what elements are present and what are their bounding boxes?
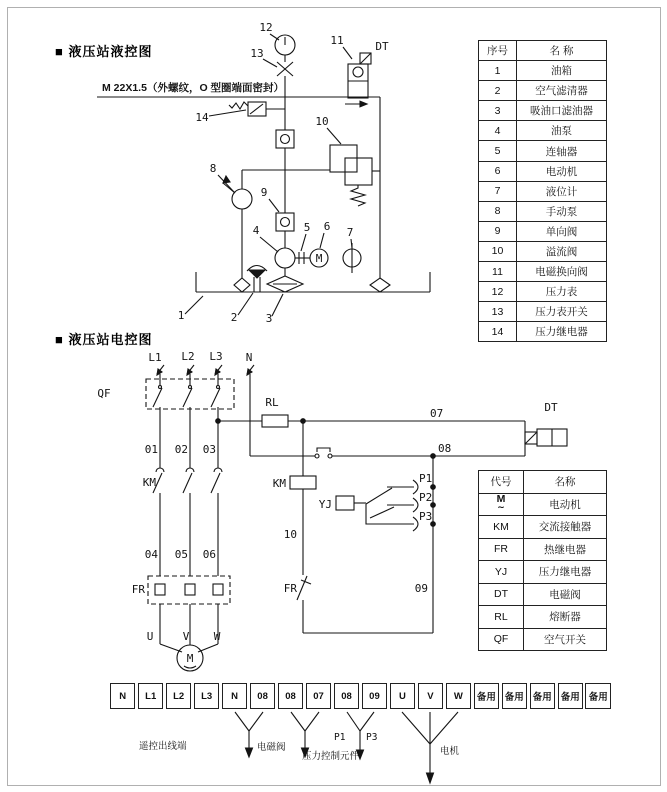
legend-name: 压力继电器: [524, 561, 607, 584]
terminal-cell: 09: [362, 683, 387, 709]
part-name: 连轴器: [517, 141, 607, 161]
fr-nc-contact-symbol: [297, 576, 311, 633]
terminal-cell: 备用: [530, 683, 555, 709]
terminal-label-motor: 电机: [440, 746, 460, 757]
legend-col-code: 代号: [479, 471, 524, 494]
legend-name: 交流接触器: [524, 516, 607, 539]
label-9: 9: [260, 186, 268, 199]
label-yj: YJ: [318, 498, 332, 511]
legend-code: KM: [479, 516, 524, 539]
legend-table-row: [479, 493, 607, 516]
part-name: 手动泵: [517, 201, 607, 221]
terminal-label-outlet: 遥控出线端: [139, 741, 187, 752]
parts-table-row: [479, 241, 607, 261]
electric-section-title: ■ 液压站电控图: [55, 332, 153, 347]
label-p2: P2: [419, 491, 433, 504]
terminal-cell: V: [418, 683, 443, 709]
fr-box: [148, 576, 230, 604]
label-l3: L3: [209, 350, 223, 363]
label-11: 11: [330, 34, 344, 47]
part-number: 4: [479, 121, 517, 141]
oil-tank-symbol: [196, 272, 430, 292]
terminal-cell: 08: [278, 683, 303, 709]
parts-table-row: [479, 322, 607, 342]
legend-code: QF: [479, 628, 524, 651]
check-valve-upper-symbol: [276, 130, 294, 213]
label-2: 2: [230, 311, 238, 324]
label-13: 13: [250, 47, 264, 60]
label-w04: 04: [144, 548, 158, 561]
legend-table: [478, 470, 607, 651]
label-km-main: KM: [142, 476, 156, 489]
terminal-cell: 备用: [474, 683, 499, 709]
legend-name: 热继电器: [524, 538, 607, 561]
parts-table-row: [479, 161, 607, 181]
part-number: 8: [479, 201, 517, 221]
label-p1: P1: [419, 472, 433, 485]
parts-table-row: [479, 201, 607, 221]
legend-code: DT: [479, 583, 524, 606]
parts-table-row: [479, 262, 607, 282]
legend-code: FR: [479, 538, 524, 561]
label-14: 14: [195, 111, 209, 124]
label-3: 3: [265, 312, 273, 325]
label-fr-aux: FR: [283, 582, 297, 595]
parts-table-row: [479, 181, 607, 201]
label-rl: RL: [265, 396, 279, 409]
label-km-coil: KM: [272, 477, 286, 490]
part-name: 液位计: [517, 181, 607, 201]
part-name: 电磁换向阀: [517, 262, 607, 282]
motor-symbol-icon: M ∼: [497, 496, 506, 510]
terminal-label-solenoid: 电磁阀: [257, 742, 286, 753]
supply-arrows: [157, 365, 254, 375]
label-l1: L1: [148, 351, 162, 364]
part-name: 油泵: [517, 121, 607, 141]
part-number: 6: [479, 161, 517, 181]
terminal-cell: 08: [334, 683, 359, 709]
legend-table-row: [479, 516, 607, 539]
label-dt-hydraulic: DT: [375, 40, 389, 53]
parts-col-no: 序号: [479, 41, 517, 61]
part-name: 单向阀: [517, 221, 607, 241]
label-w03: 03: [202, 443, 216, 456]
yj-box-symbol: [336, 496, 354, 510]
terminal-cell: N: [110, 683, 135, 709]
terminal-label-p3: P3: [366, 732, 378, 743]
parts-table-row: [479, 141, 607, 161]
label-w07: 07: [430, 407, 444, 420]
drain-filter-right: [370, 278, 390, 292]
label-n: N: [245, 351, 253, 364]
legend-name: 电磁阀: [524, 583, 607, 606]
label-dt-electric: DT: [544, 401, 558, 414]
part-name: 溢流阀: [517, 241, 607, 261]
part-name: 吸油口滤油器: [517, 101, 607, 121]
pressure-gauge-symbol: [275, 35, 295, 55]
part-number: 1: [479, 61, 517, 81]
label-w08: 08: [438, 442, 452, 455]
hand-pump-symbol: [223, 170, 252, 278]
label-l2: L2: [181, 350, 195, 363]
yj-contacts: [354, 480, 418, 531]
label-p3: P3: [419, 510, 433, 523]
label-1: 1: [177, 309, 185, 322]
terminal-cell: 08: [250, 683, 275, 709]
parts-table-row: [479, 61, 607, 81]
part-number: 9: [479, 221, 517, 241]
terminal-cell: L1: [138, 683, 163, 709]
part-name: 压力表: [517, 282, 607, 302]
legend-table-row: [479, 538, 607, 561]
terminal-label-pressure: 压力控制元件: [302, 751, 360, 762]
label-10: 10: [315, 115, 329, 128]
terminal-label-p1: P1: [334, 732, 346, 743]
terminal-cell: L2: [166, 683, 191, 709]
label-8: 8: [209, 162, 217, 175]
terminal-cell: 07: [306, 683, 331, 709]
hydraulic-section-title: ■ 液压站液控图: [55, 44, 153, 59]
part-number: 12: [479, 282, 517, 302]
motor-m-glyph-electric: M: [186, 652, 194, 665]
legend-col-name: 名称: [524, 471, 607, 494]
parts-table-row: [479, 101, 607, 121]
solenoid-valve-symbol: [345, 53, 371, 107]
part-name: 电动机: [517, 161, 607, 181]
thread-note: M 22X1.5（外螺纹，O 型圈端面密封）: [102, 82, 285, 94]
label-v: V: [182, 630, 190, 643]
legend-name: 熔断器: [524, 606, 607, 629]
part-number: 14: [479, 322, 517, 342]
label-fr-main: FR: [131, 583, 145, 596]
terminal-strip: [110, 683, 611, 709]
label-qf: QF: [97, 387, 111, 400]
legend-table-row: [479, 628, 607, 651]
dt-solenoid-symbol: [525, 421, 567, 456]
parts-table-row: [479, 121, 607, 141]
terminal-cell: 备用: [585, 683, 610, 709]
label-w06: 06: [202, 548, 216, 561]
part-name: 压力表开关: [517, 302, 607, 322]
parts-table-row: [479, 302, 607, 322]
label-4: 4: [252, 224, 260, 237]
check-valve-symbol: [276, 213, 294, 248]
part-number: 5: [479, 141, 517, 161]
terminal-cell: L3: [194, 683, 219, 709]
part-name: 空气滤清器: [517, 81, 607, 101]
part-name: 油箱: [517, 61, 607, 81]
pressure-relay-symbol: [229, 102, 285, 116]
legend-table-row: [479, 561, 607, 584]
suction-filter-symbol: [267, 276, 303, 292]
part-number: 3: [479, 101, 517, 121]
label-w05: 05: [174, 548, 188, 561]
terminal-cell: W: [446, 683, 471, 709]
label-w02: 02: [174, 443, 188, 456]
legend-code: YJ: [479, 561, 524, 584]
label-7: 7: [346, 226, 354, 239]
terminal-cell: U: [390, 683, 415, 709]
parts-col-name: 名 称: [517, 41, 607, 61]
label-6: 6: [323, 220, 331, 233]
legend-name: 空气开关: [524, 628, 607, 651]
terminal-cell: 备用: [558, 683, 583, 709]
parts-table: [478, 40, 607, 342]
hydraulic-diagram: [97, 21, 430, 325]
part-number: 7: [479, 181, 517, 201]
rl-fuse-symbol: [262, 415, 288, 427]
part-name: 压力继电器: [517, 322, 607, 342]
relief-valve-symbol: [330, 145, 380, 206]
parts-table-row: [479, 221, 607, 241]
part-number: 13: [479, 302, 517, 322]
oil-pump-symbol: [275, 248, 295, 276]
terminal-cell: N: [222, 683, 247, 709]
aux-contact-symbol: [315, 448, 332, 458]
label-w01: 01: [144, 443, 158, 456]
label-12: 12: [259, 21, 273, 34]
terminal-cell: 备用: [502, 683, 527, 709]
legend-name: 电动机: [524, 493, 607, 516]
legend-table-header: [479, 471, 607, 494]
drain-filter-left: [234, 278, 250, 292]
coupling-symbol: [295, 252, 310, 264]
km-coil-symbol: [290, 476, 316, 489]
parts-table-header: [479, 41, 607, 61]
legend-table-row: [479, 583, 607, 606]
label-5: 5: [303, 221, 311, 234]
air-filter-symbol: [247, 266, 267, 293]
legend-code: [479, 493, 524, 516]
label-w10: 10: [283, 528, 297, 541]
label-w09: 09: [414, 582, 428, 595]
label-w: W: [213, 630, 221, 643]
legend-table-row: [479, 606, 607, 629]
label-u: U: [146, 630, 154, 643]
part-number: 11: [479, 262, 517, 282]
part-number: 2: [479, 81, 517, 101]
legend-code: RL: [479, 606, 524, 629]
parts-table-row: [479, 282, 607, 302]
parts-table-row: [479, 81, 607, 101]
part-number: 10: [479, 241, 517, 261]
motor-m-glyph: M: [315, 252, 323, 265]
